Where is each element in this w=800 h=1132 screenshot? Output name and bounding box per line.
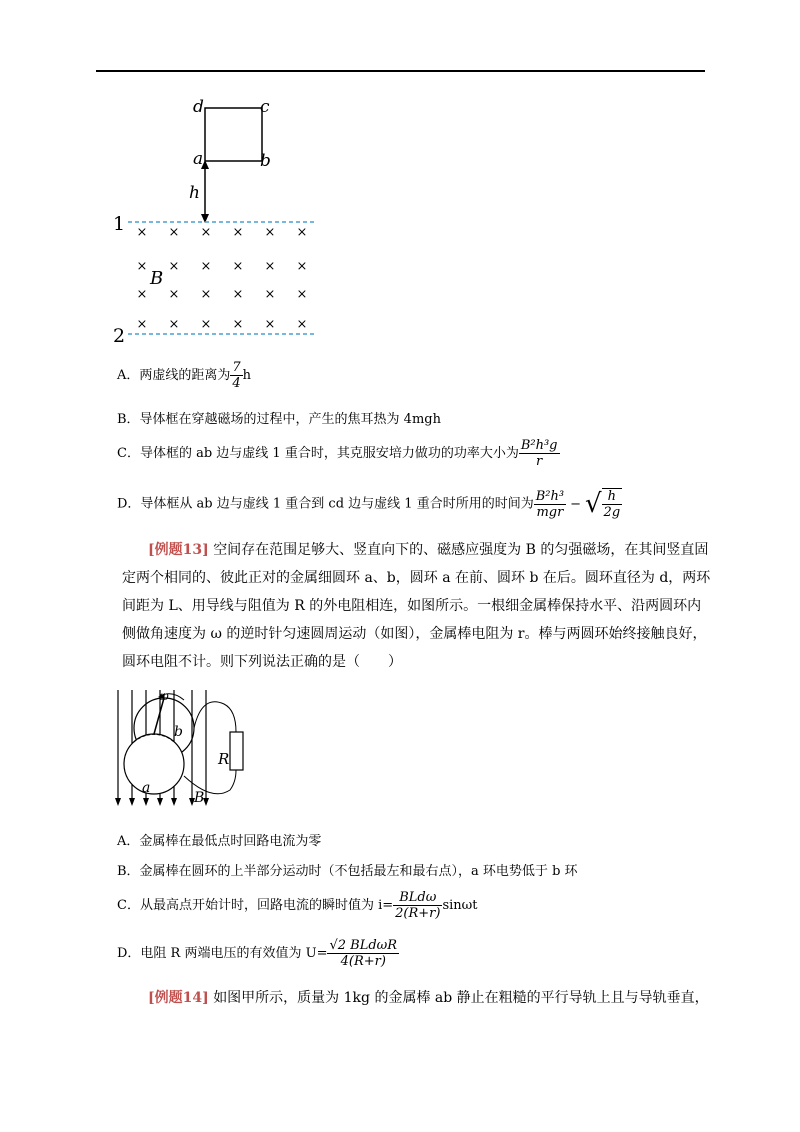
line-2-label: 2: [113, 325, 126, 344]
label-ring-b: b: [174, 724, 183, 740]
field-cross: ×: [200, 259, 212, 274]
example-13: [例题13] 空间存在范围足够大、竖直向下的、磁感应强度为 B 的匀强磁场，在其间竖直固 定两个相同的、彼此正对的金属细圆环 a、b，圆环 a 在前、圆环 b 在后。圆环直径为 d，两环 间距为 L、用导线与阻值为 R 的外电阻相连，如图所示。一根细金属棒保持水平、沿两圆环内 侧做角速度为 ω 的逆时针匀速圆周运动（如图），金属棒电阻为 r。棒与两圆环始终接触良好， 圆环电阻不计。则下列说法正确的是（ ）: [122, 542, 711, 670]
field-cross: ×: [168, 287, 180, 302]
label-resistor: R: [218, 750, 230, 768]
field-cross: ×: [264, 317, 276, 332]
field-cross: ×: [200, 225, 212, 240]
field-cross: ×: [136, 287, 148, 302]
q2-option-b[interactable]: B．金属棒在圆环的上半部分运动时（不包括最左和最右点），a 环电势低于 b 环: [117, 864, 578, 879]
field-cross: ×: [168, 259, 180, 274]
q2-option-d[interactable]: D．电阻 R 两端电压的有效值为 U= $\frac{\text{√2 BLdωR}}{4(R+r)}$: [117, 938, 398, 969]
field-cross: ×: [264, 225, 276, 240]
frac-seven-quarters: $\frac{7}{4}$: [232, 360, 241, 391]
frac-voltage: $\frac{\text{√2 BLdωR}}{4(R+r)}$: [329, 938, 398, 969]
label-d: d: [193, 97, 204, 117]
field-cross: ×: [200, 317, 212, 332]
field-cross: ×: [136, 259, 148, 274]
field-cross: ×: [200, 287, 212, 302]
figure-rings: [112, 686, 262, 811]
resistor: [230, 732, 243, 770]
field-cross: ×: [296, 287, 308, 302]
field-cross: ×: [168, 225, 180, 240]
line-1-label: 1: [113, 213, 126, 235]
q1-option-d[interactable]: D．导体框从 ab 边与虚线 1 重合到 cd 边与虚线 1 重合时所用的时间为 $\frac{\text{B²h³}}{\text{mgr}}$ − √ $\frac{h}{2g}$: [117, 488, 621, 520]
q2-option-a[interactable]: A．金属棒在最低点时回路电流为零: [117, 834, 322, 849]
field-cross: ×: [296, 317, 308, 332]
label-h: h: [189, 183, 200, 203]
example-14-tag: [例题14]: [148, 990, 209, 1006]
label-b: b: [260, 151, 271, 171]
metal-rod: [154, 698, 164, 734]
field-cross: ×: [136, 225, 148, 240]
field-cross: ×: [232, 259, 244, 274]
field-label: B: [150, 268, 164, 289]
label-a: a: [193, 149, 204, 169]
q1-option-c[interactable]: C．导体框的 ab 边与虚线 1 重合时，其克服安培力做功的功率大小为 $\frac{\text{B²h³g}}{r}$: [117, 438, 558, 469]
field-cross: ×: [296, 225, 308, 240]
field-cross: ×: [296, 259, 308, 274]
q1-option-b[interactable]: B．导体框在穿越磁场的过程中，产生的焦耳热为 4mgh: [117, 412, 441, 427]
example-13-tag: [例题13]: [148, 542, 209, 558]
field-cross: ×: [232, 317, 244, 332]
figure-frame-field: [110, 92, 325, 344]
sqrt-icon: √: [584, 489, 602, 519]
frac-current: $\frac{\text{BLdω}}{2(R+r)}$: [395, 890, 441, 921]
label-ring-a: a: [142, 780, 151, 796]
square-frame: [205, 108, 262, 161]
label-c: c: [260, 97, 270, 117]
example-14: [例题14] 如图甲所示，质量为 1kg 的金属棒 ab 静止在粗糙的平行导轨上且与导轨垂直，: [148, 990, 709, 1006]
frac-power: $\frac{\text{B²h³g}}{r}$: [520, 438, 558, 469]
label-omega: ω: [159, 689, 169, 703]
field-cross: ×: [168, 317, 180, 332]
q2-option-c[interactable]: C．从最高点开始计时，回路电流的瞬时值为 i= $\frac{\text{BLdω}}{2(R+r)}$ sinωt: [117, 890, 478, 921]
field-cross: ×: [136, 317, 148, 332]
ring-a: [124, 734, 184, 794]
field-cross: ×: [264, 259, 276, 274]
wire-top: [194, 702, 236, 732]
frac-sqrt: $\frac{h}{2g}$: [603, 489, 621, 520]
field-cross: ×: [264, 287, 276, 302]
q1-option-a[interactable]: A．两虚线的距离为 $\frac{7}{4}$ h: [117, 360, 252, 391]
label-field-b: B: [194, 790, 205, 806]
field-cross: ×: [232, 225, 244, 240]
header-rule: [96, 70, 705, 72]
frac-time: $\frac{\text{B²h³}}{\text{mgr}}$: [535, 488, 565, 520]
field-cross: ×: [232, 287, 244, 302]
